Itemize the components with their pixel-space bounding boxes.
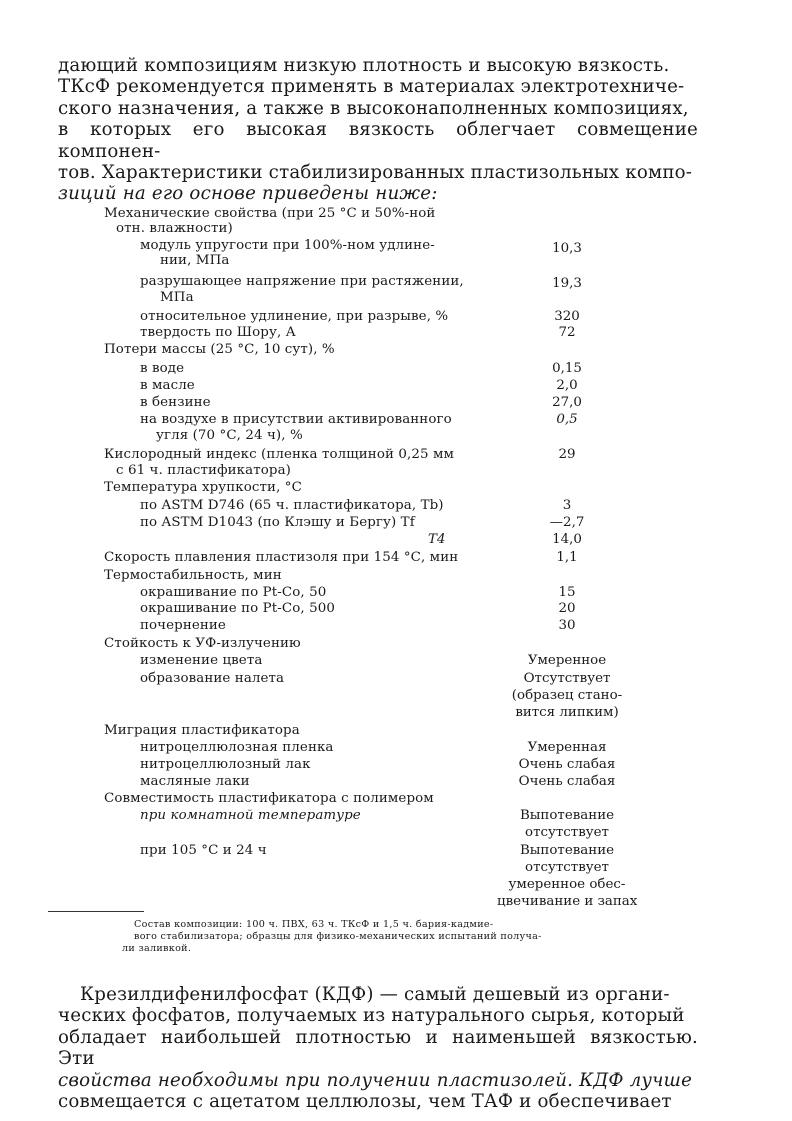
- oxygen-index-label-cont: с 61 ч. пластификатора): [116, 463, 291, 478]
- loss-petrol-label: в бензине: [140, 395, 211, 410]
- nc-lacquer-label: нитроцеллюлозный лак: [140, 757, 311, 772]
- modulus-label: модуль упругости при 100%-ном удлине-: [140, 238, 435, 253]
- loss-air-label: на воздухе в присутствии активированного: [140, 412, 452, 427]
- intro-line: в которых его высокая вязкость облегчает совмещение компонен-: [58, 119, 698, 162]
- stress-label: разрушающее напряжение при растяжении,: [140, 274, 464, 289]
- footnote-line: вого стабилизатора; образцы для физико-механических испытаний получа-: [134, 931, 542, 942]
- loss-air-label-cont: угля (70 °С, 24 ч), %: [156, 428, 303, 443]
- outro-line: ческих фосфатов, получаемых из натурального сырья, который: [58, 1005, 685, 1027]
- hot-value: Выпотевание: [519, 843, 615, 858]
- outro-paragraph: [58, 984, 698, 1112]
- uv-bloom-value-cont: (образец стано-: [511, 688, 623, 703]
- loss-petrol-value: 27,0: [552, 395, 582, 410]
- hot-value-cont: цвечивание и запах: [497, 894, 638, 909]
- loss-air-value: 0,5: [556, 412, 578, 427]
- hot-label: при 105 °С и 24 ч: [140, 843, 267, 858]
- elongation-label: относительное удлинение, при разрыве, %: [140, 309, 449, 324]
- stress-value: 19,3: [552, 276, 582, 291]
- uv-color-change-label: изменение цвета: [140, 653, 263, 668]
- uv-resistance-heading: Стойкость к УФ-излучению: [104, 636, 301, 651]
- intro-line: тов. Характеристики стабилизированных пластизольных компо-: [58, 162, 693, 184]
- blackening-value: 30: [558, 618, 576, 633]
- room-temp-value: Выпотевание: [519, 808, 615, 823]
- loss-oil-value: 2,0: [556, 378, 578, 393]
- modulus-label-cont: нии, МПа: [160, 253, 230, 268]
- loss-water-value: 0,15: [552, 361, 582, 376]
- melt-rate-value: 1,1: [556, 550, 578, 565]
- uv-bloom-value-cont: вится липким): [515, 705, 619, 720]
- color-500-label: окрашивание по Pt-Co, 500: [140, 601, 335, 616]
- shore-value: 72: [558, 325, 576, 340]
- melt-rate-label: Скорость плавления пластизоля при 154 °С, мин: [104, 550, 459, 565]
- t4-value: 14,0: [552, 532, 582, 547]
- outro-line: Крезилдифенилфосфат (КДФ) — самый дешевый из органи-: [80, 984, 670, 1005]
- footnote-line: ли заливкой.: [122, 943, 192, 954]
- stress-label-cont: МПа: [160, 290, 194, 305]
- footnote-divider: [48, 911, 144, 912]
- room-temp-value-cont: отсутствует: [525, 825, 609, 840]
- oil-lacquer-value: Очень слабая: [518, 774, 616, 789]
- mech-heading-cont: отн. влажности): [116, 221, 233, 236]
- oxygen-index-value: 29: [558, 447, 576, 462]
- modulus-value: 10,3: [552, 241, 582, 256]
- color-50-value: 15: [558, 585, 576, 600]
- compatibility-heading: Совместимость пластификатора с полимером: [104, 791, 434, 806]
- color-500-value: 20: [558, 601, 576, 616]
- mech-heading: Механические свойства (при 25 °С и 50%-ной: [104, 206, 436, 221]
- hot-value-cont: отсутствует: [525, 860, 609, 875]
- migration-heading: Миграция пластификатора: [104, 723, 300, 738]
- oil-lacquer-label: масляные лаки: [140, 774, 250, 789]
- intro-line: ского назначения, а также в высоконаполненных композициях,: [58, 97, 689, 119]
- room-temp-label: при комнатной температуре: [140, 808, 361, 823]
- footnote: [122, 919, 644, 955]
- uv-bloom-label: образование налета: [140, 671, 285, 686]
- thermostability-heading: Термостабильность, мин: [104, 568, 282, 583]
- nc-lacquer-value: Очень слабая: [518, 757, 616, 772]
- loss-water-label: в воде: [140, 361, 185, 376]
- uv-bloom-value: Отсутствует: [523, 671, 611, 686]
- astm-d746-value: 3: [562, 498, 572, 513]
- outro-line: совмещается с ацетатом целлюлозы, чем ТАФ и обеспечивает: [58, 1091, 672, 1113]
- uv-color-change-value: Умеренное: [527, 653, 607, 668]
- astm-d746-label: по ASTM D746 (65 ч. пластификатора, Tb): [140, 498, 444, 513]
- outro-line: обладает наибольшей плотностью и наименьшей вязкостью. Эти: [58, 1026, 698, 1070]
- loss-oil-label: в масле: [140, 378, 195, 393]
- hot-value-cont: умеренное обес-: [508, 877, 626, 892]
- mass-loss-heading: Потери массы (25 °С, 10 сут), %: [104, 342, 335, 357]
- brittleness-heading: Температура хрупкости, °С: [104, 480, 302, 495]
- nc-film-label: нитроцеллюлозная пленка: [140, 740, 334, 755]
- intro-line: ТКсФ рекомендуется применять в материалах электротехниче-: [58, 76, 685, 98]
- outro-line: свойства необходимы при получении пластизолей. КДФ лучше: [58, 1069, 693, 1091]
- intro-line: зиций на его основе приведены ниже:: [58, 183, 438, 205]
- astm-d1043-label: по ASTM D1043 (по Клэшу и Бергу) Tf: [140, 515, 415, 530]
- color-50-label: окрашивание по Pt-Co, 50: [140, 585, 327, 600]
- oxygen-index-label: Кислородный индекс (пленка толщиной 0,25 мм: [104, 447, 454, 462]
- nc-film-value: Умеренная: [527, 740, 607, 755]
- elongation-value: 320: [554, 309, 580, 324]
- astm-d1043-value: —2,7: [549, 515, 585, 530]
- intro-line: дающий композициям низкую плотность и высокую вязкость.: [58, 55, 670, 76]
- footnote-line: Состав композиции: 100 ч. ПВХ, 63 ч. ТКсФ и 1,5 ч. бария-кадмие-: [134, 919, 494, 930]
- shore-label: твердость по Шору, А: [140, 325, 296, 340]
- t4-label: T4: [428, 532, 446, 547]
- blackening-label: почернение: [140, 618, 226, 633]
